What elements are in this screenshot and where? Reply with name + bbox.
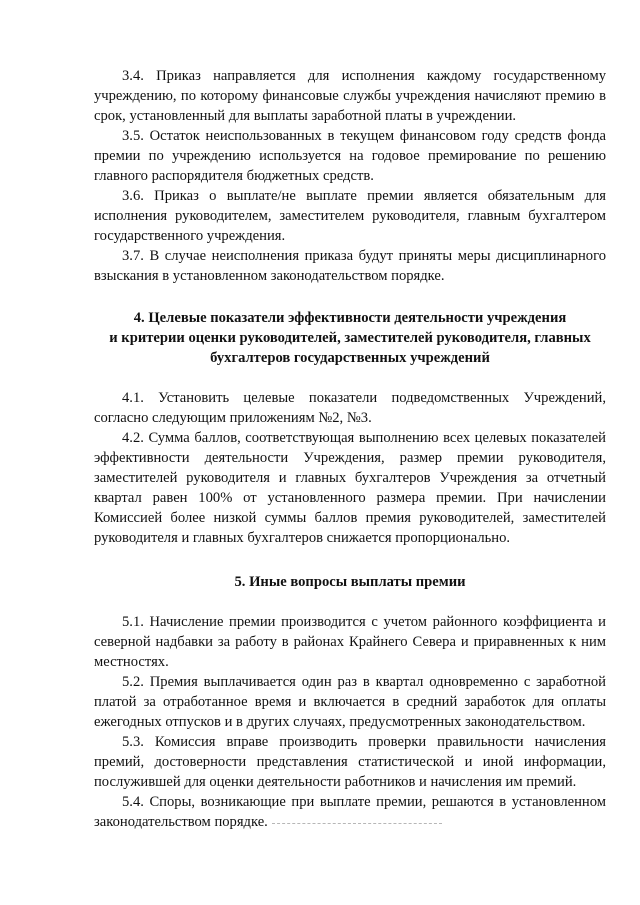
paragraph-5-1: 5.1. Начисление премии производится с учетом районного коэффициента и северной надбавки за работу в районах Крайнего Севера и приравненных к ним местностях. [94, 614, 606, 670]
section-4-heading-line-3: бухгалтеров государственных учреждений [210, 350, 490, 366]
section-4-heading [94, 308, 606, 368]
section-4-heading-line-2: и критерии оценки руководителей, заместителей руководителя, главных [109, 330, 591, 346]
scan-artifact-line [272, 823, 442, 825]
paragraph-3-6: 3.6. Приказ о выплате/не выплате премии является обязательным для исполнения руководителем, заместителем руководителя, главным бухгалтером государственного учреждения. [94, 188, 606, 244]
section-5-heading: 5. Иные вопросы выплаты премии [234, 574, 466, 590]
paragraph-3-5: 3.5. Остаток неиспользованных в текущем финансовом году средств фонда премии по учреждению используется на годовое премирование по решению главного распорядителя бюджетных средств. [94, 128, 606, 184]
paragraph-4-1: 4.1. Установить целевые показатели подведомственных Учреждений, согласно следующим приложениям №2, №3. [94, 390, 606, 426]
paragraph-4-2: 4.2. Сумма баллов, соответствующая выполнению всех целевых показателей эффективности деятельности Учреждения, размер премии руководителя, заместителей руководителя и главных бухгалтеров Учреждения за отчетный квартал равен 100% от установленного размера премии. При начислении Комиссией более низкой суммы баллов премия руководителей, заместителей руководителя и главных бухгалтеров снижается пропорционально. [94, 430, 606, 546]
paragraph-3-4: 3.4. Приказ направляется для исполнения каждому государственному учреждению, по которому финансовые службы учреждения начисляют премию в срок, установленный для выплаты заработной платы в учреждении. [94, 68, 606, 124]
section-4-heading-line-1: 4. Целевые показатели эффективности деятельности учреждения [133, 310, 567, 326]
paragraph-5-3: 5.3. Комиссия вправе производить проверки правильности начисления премий, достоверности представления статистической и иной информации, послужившей для оценки деятельности работников и начисления им премий. [94, 734, 606, 790]
paragraph-5-2: 5.2. Премия выплачивается один раз в квартал одновременно с заработной платой за отработанное время и включается в средний заработок для оплаты ежегодных отпусков и в других случаях, предусмотренных законодательством. [94, 674, 606, 730]
paragraph-5-4: 5.4. Споры, возникающие при выплате премии, решаются в установленном законодательством порядке. [94, 794, 606, 830]
document-page [94, 66, 606, 832]
paragraph-3-7: 3.7. В случае неисполнения приказа будут приняты меры дисциплинарного взыскания в установленном законодательством порядке. [94, 248, 606, 284]
